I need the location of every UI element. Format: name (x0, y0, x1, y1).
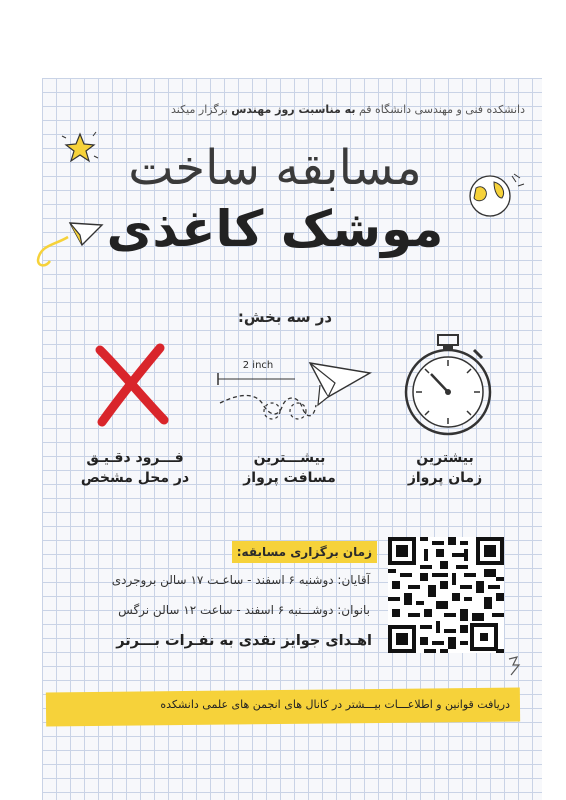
qr-code-icon[interactable] (388, 537, 504, 653)
organizer-suffix: برگزار میکند (171, 103, 228, 116)
category-precise-landing (55, 448, 215, 488)
star-doodle-icon (60, 128, 100, 168)
globe-doodle-icon (462, 168, 532, 223)
schedule-title: زمان برگزاری مسابقه: (236, 545, 372, 559)
title-line-2: موشک کاغذی (106, 200, 444, 258)
stopwatch-icon (398, 332, 498, 437)
title-line-1: مسابقه ساخت (128, 140, 422, 196)
paper-plane-doodle-icon (30, 215, 105, 275)
red-x-icon (92, 342, 172, 427)
category-line-1: بیشترین (416, 450, 474, 466)
organizer-line (70, 103, 525, 116)
occasion-text: به مناسبت روز مهندس (231, 103, 356, 116)
category-line-1: بیشـــترین (253, 450, 326, 466)
distance-label: 2 inch (242, 360, 274, 371)
category-line-2: مسافت پرواز (243, 470, 336, 486)
category-flight-distance (222, 448, 357, 488)
organizer-text: دانشکده فنی و مهندسی دانشگاه قم (358, 103, 525, 116)
category-line-2: زمان پرواز (407, 470, 483, 486)
sections-label: در سه بخش: (237, 308, 333, 326)
squiggle-doodle-icon (505, 655, 525, 677)
category-line-2: در محل مشخص (80, 470, 190, 486)
footer-text: دریافت قوانین و اطلاعـــات بیـــشتر در کانال های انجمن های علمی دانشکده (160, 698, 510, 711)
schedule-women: بانوان: دوشـــنبه ۶ اسفند - ساعت ۱۲ سالن نرگس (118, 603, 370, 617)
schedule-men: آقایان: دوشنبه ۶ اسفند - ساعـت ۱۷ سالن بروجردی (111, 573, 370, 587)
prizes-text: اهـدای جوایز نقدی به نفـرات بـــرتر (116, 633, 372, 649)
category-flight-time (385, 448, 505, 488)
category-line-1: فـــرود دقـیـق (86, 450, 184, 466)
